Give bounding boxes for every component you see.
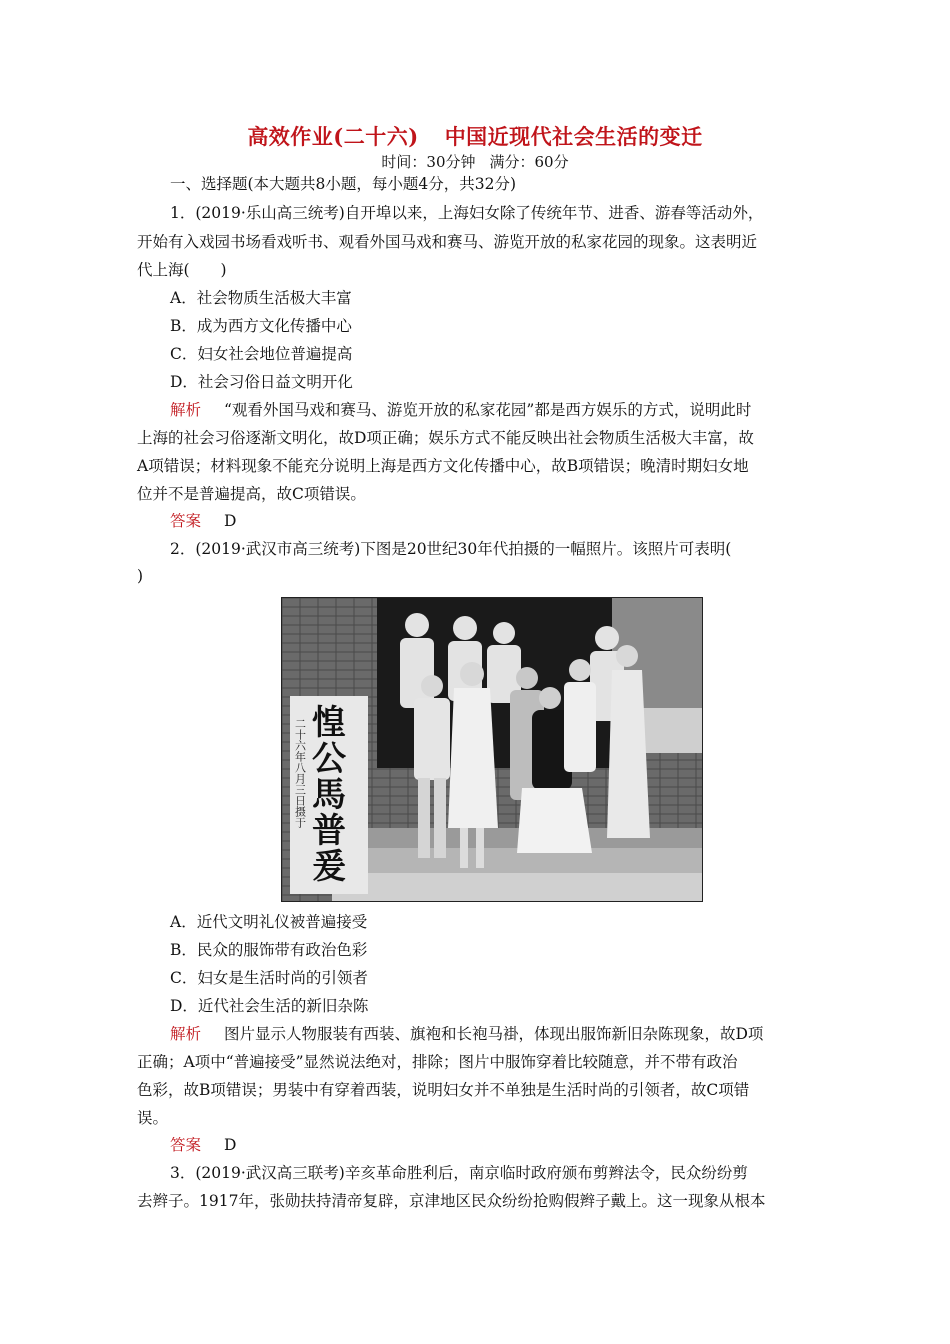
- q2-option-a: A．近代文明礼仪被普遍接受: [170, 913, 368, 931]
- q1-option-d: D．社会习俗日益文明开化: [170, 373, 353, 391]
- q1-analysis-text-1: “观看外国马戏和赛马、游览开放的私家花园”都是西方娱乐的方式，说明此时: [224, 401, 752, 419]
- q2-analysis-text-1: 图片显示人物服装有西装、旗袍和长袍马褂，体现出服饰新旧杂陈现象，故D项: [224, 1025, 764, 1043]
- q1-analysis-line-2: 上海的社会习俗逐渐文明化，故D项正确；娱乐方式不能反映出社会物质生活极大丰富，故: [137, 429, 754, 447]
- page-title: [0, 121, 950, 151]
- photo-inscription-small: 二十六年八月三日摄于: [293, 718, 307, 828]
- q2-option-d: D．近代社会生活的新旧杂陈: [170, 997, 369, 1015]
- title-series: 高效作业(二十六): [247, 124, 419, 149]
- q2-analysis-line-2: 正确；A项中“普遍接受”显然说法绝对，排除；图片中服饰穿着比较随意，并不带有政治: [137, 1053, 738, 1071]
- q1-stem-line-1: 1．(2019·乐山高三统考)自开埠以来，上海妇女除了传统年节、进香、游春等活动外，: [170, 204, 764, 222]
- photo-inscription-char-5: 爰: [312, 847, 346, 887]
- historical-photo: [281, 597, 703, 902]
- q1-option-a: A．社会物质生活极大丰富: [170, 289, 352, 307]
- full-score: 满分：60分: [489, 153, 569, 171]
- q2-option-c: C．妇女是生活时尚的引领者: [170, 969, 368, 987]
- q2-answer-line: [170, 1135, 870, 1155]
- q3-stem-line-2: 去辫子。1917年，张勋扶持清帝复辟，京津地区民众纷纷抢购假辫子戴上。这一现象从根本: [137, 1192, 766, 1210]
- photo-inscription-char-3: 馬: [312, 775, 346, 815]
- q1-answer-label: 答案: [170, 512, 202, 530]
- q1-stem-line-3: 代上海( ): [137, 261, 227, 279]
- q1-option-b: B．成为西方文化传播中心: [170, 317, 352, 335]
- time-limit: 时间：30分钟: [381, 153, 476, 171]
- photo-inscription-char-1: 惶: [312, 703, 346, 743]
- q2-option-b: B．民众的服饰带有政治色彩: [170, 941, 368, 959]
- q3-stem-line-1: 3．(2019·武汉高三联考)辛亥革命胜利后，南京临时政府颁布剪辫法令，民众纷纷剪: [170, 1164, 748, 1182]
- q1-analysis-line-4: 位并不是普遍提高，故C项错误。: [137, 485, 366, 503]
- q2-analysis-line-3: 色彩，故B项错误；男装中有穿着西装，说明妇女并不单独是生活时尚的引领者，故C项错: [137, 1081, 750, 1099]
- q2-answer-value: D: [224, 1136, 237, 1154]
- section-heading: 一、选择题(本大题共8小题，每小题4分，共32分): [170, 175, 517, 193]
- photo-inscription-char-4: 普: [312, 811, 346, 851]
- q2-stem-line-1: 2．(2019·武汉市高三统考)下图是20世纪30年代拍摄的一幅照片。该照片可表明(: [170, 540, 732, 558]
- q1-stem-line-2: 开始有入戏园书场看戏听书、观看外国马戏和赛马、游览开放的私家花园的现象。这表明近: [137, 233, 758, 251]
- time-score-line: [0, 151, 950, 172]
- title-topic: 中国近现代社会生活的变迁: [444, 124, 703, 149]
- q2-analysis-label: 解析: [170, 1025, 202, 1043]
- q2-stem-line-2: ): [137, 567, 144, 585]
- q1-analysis-label: 解析: [170, 401, 202, 419]
- q1-answer-value: D: [224, 512, 237, 530]
- q1-analysis-line-1: [170, 400, 870, 420]
- photo-inscription-char-2: 公: [312, 739, 346, 779]
- q1-answer-line: [170, 511, 870, 531]
- q2-analysis-line-4: 误。: [137, 1109, 169, 1127]
- q1-option-c: C．妇女社会地位普遍提高: [170, 345, 353, 363]
- q1-analysis-line-3: A项错误；材料现象不能充分说明上海是西方文化传播中心，故B项错误；晚清时期妇女地: [137, 457, 749, 475]
- q2-answer-label: 答案: [170, 1136, 202, 1154]
- q2-analysis-line-1: [170, 1024, 870, 1044]
- photo-illustration: [282, 598, 702, 901]
